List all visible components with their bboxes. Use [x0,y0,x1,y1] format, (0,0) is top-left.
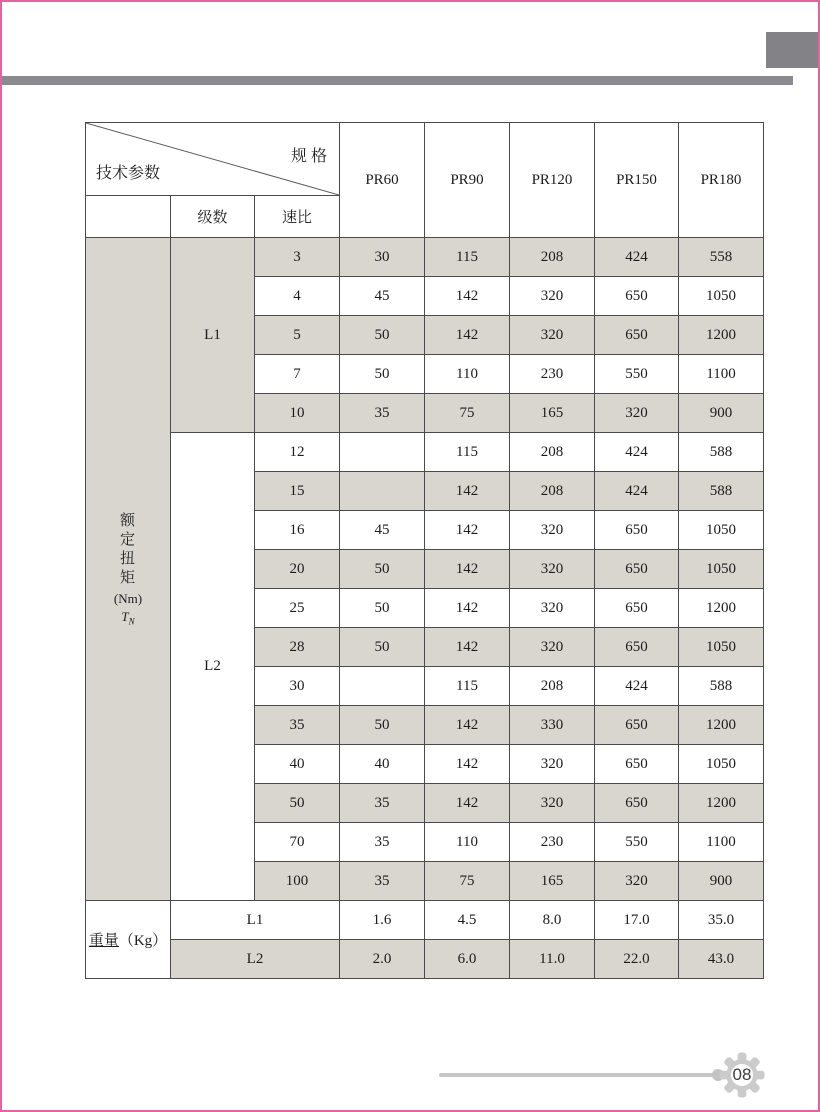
weight-stage-cell: L1 [171,901,340,940]
ratio-cell: 25 [255,589,340,628]
torque-label-text: 额定扭矩 [120,512,137,586]
torque-value-cell: 230 [510,355,595,394]
torque-value-cell: 35 [340,784,425,823]
torque-value-cell: 320 [510,589,595,628]
torque-value-cell [340,472,425,511]
weight-rows-body [86,901,764,979]
torque-value-cell: 208 [510,472,595,511]
column-header-pr180: PR180 [679,123,764,238]
torque-value-cell: 1100 [679,823,764,862]
ratio-cell: 7 [255,355,340,394]
torque-value-cell: 588 [679,433,764,472]
torque-value-cell: 142 [425,628,510,667]
torque-value-cell: 1100 [679,355,764,394]
torque-value-cell: 50 [340,628,425,667]
ratio-cell: 20 [255,550,340,589]
empty-header-cell [86,196,171,238]
torque-value-cell: 650 [595,589,679,628]
weight-stage-cell: L2 [171,940,340,979]
ratio-cell: 35 [255,706,340,745]
ratio-cell: 28 [255,628,340,667]
weight-label: 重量 [88,933,119,949]
ratio-cell: 5 [255,316,340,355]
torque-value-cell: 650 [595,316,679,355]
ratio-cell: 15 [255,472,340,511]
torque-value-cell: 320 [510,745,595,784]
torque-value-cell: 588 [679,472,764,511]
torque-value-cell: 650 [595,745,679,784]
torque-value-cell: 1050 [679,550,764,589]
torque-unit: (Nm) [113,590,143,606]
corner-cell [86,123,340,196]
torque-value-cell: 424 [595,238,679,277]
spec-table [85,122,764,979]
torque-value-cell: 50 [340,355,425,394]
torque-value-cell: 142 [425,784,510,823]
weight-row-L1 [86,901,764,940]
torque-value-cell: 110 [425,823,510,862]
header-accent-square [766,32,818,68]
torque-value-cell: 208 [510,433,595,472]
torque-value-cell: 115 [425,667,510,706]
spec-row-ratio-3 [86,238,764,277]
torque-rows-body [86,238,764,901]
torque-value-cell: 165 [510,394,595,433]
torque-value-cell: 230 [510,823,595,862]
torque-value-cell: 650 [595,511,679,550]
ratio-cell: 100 [255,862,340,901]
torque-value-cell: 75 [425,862,510,901]
weight-value-cell: 4.5 [425,901,510,940]
torque-value-cell: 1050 [679,745,764,784]
ratio-cell: 50 [255,784,340,823]
torque-value-cell: 142 [425,316,510,355]
torque-symbol: $T_N$ [121,608,135,627]
torque-value-cell: 1200 [679,706,764,745]
torque-value-cell: 142 [425,745,510,784]
weight-value-cell: 11.0 [510,940,595,979]
torque-value-cell: 1200 [679,784,764,823]
weight-value-cell: 35.0 [679,901,764,940]
torque-value-cell [340,433,425,472]
torque-value-cell: 50 [340,316,425,355]
torque-value-cell: 40 [340,745,425,784]
torque-value-cell: 900 [679,862,764,901]
torque-value-cell: 320 [510,316,595,355]
torque-value-cell: 320 [510,628,595,667]
header-row-1 [86,123,764,196]
torque-value-cell: 50 [340,706,425,745]
torque-value-cell: 320 [595,394,679,433]
stage-cell-L2: L2 [171,433,255,901]
column-header-pr120: PR120 [510,123,595,238]
torque-value-cell: 110 [425,355,510,394]
torque-value-cell: 45 [340,511,425,550]
weight-value-cell: 2.0 [340,940,425,979]
stage-header: 级数 [171,196,255,238]
torque-value-cell: 50 [340,589,425,628]
torque-value-cell: 208 [510,667,595,706]
torque-value-cell: 650 [595,706,679,745]
torque-value-cell: 650 [595,784,679,823]
page-number-badge [719,1052,765,1098]
torque-value-cell: 320 [510,784,595,823]
torque-value-cell: 900 [679,394,764,433]
ratio-cell: 3 [255,238,340,277]
weight-unit: （Kg） [118,933,168,949]
ratio-cell: 70 [255,823,340,862]
corner-param-label: 技术参数 [96,165,161,182]
weight-label-cell [86,901,171,979]
torque-value-cell: 650 [595,277,679,316]
torque-value-cell: 1050 [679,511,764,550]
torque-value-cell: 45 [340,277,425,316]
page-number: 08 [732,1065,752,1084]
weight-value-cell: 43.0 [679,940,764,979]
torque-value-cell: 424 [595,472,679,511]
torque-value-cell: 50 [340,550,425,589]
torque-value-cell: 650 [595,550,679,589]
corner-spec-label: 规 格 [291,148,328,165]
torque-value-cell: 1200 [679,316,764,355]
ratio-cell: 16 [255,511,340,550]
spec-row-ratio-12 [86,433,764,472]
torque-label-cell [86,238,171,901]
torque-value-cell: 165 [510,862,595,901]
column-header-pr150: PR150 [595,123,679,238]
footer-rule-line [439,1073,718,1077]
torque-value-cell: 142 [425,472,510,511]
ratio-cell: 40 [255,745,340,784]
column-header-pr90: PR90 [425,123,510,238]
weight-value-cell: 17.0 [595,901,679,940]
torque-value-cell: 1050 [679,628,764,667]
weight-row-L2 [86,940,764,979]
torque-value-cell: 424 [595,433,679,472]
torque-value-cell: 35 [340,394,425,433]
torque-value-cell: 208 [510,238,595,277]
torque-value-cell: 142 [425,706,510,745]
torque-value-cell: 1050 [679,277,764,316]
torque-value-cell: 142 [425,550,510,589]
torque-value-cell: 320 [510,277,595,316]
torque-value-cell [340,667,425,706]
ratio-cell: 12 [255,433,340,472]
torque-value-cell: 550 [595,823,679,862]
torque-value-cell: 142 [425,589,510,628]
ratio-header: 速比 [255,196,340,238]
torque-value-cell: 142 [425,277,510,316]
torque-value-cell: 75 [425,394,510,433]
torque-value-cell: 320 [595,862,679,901]
torque-value-cell: 320 [510,550,595,589]
weight-value-cell: 1.6 [340,901,425,940]
torque-value-cell: 558 [679,238,764,277]
stage-cell-L1: L1 [171,238,255,433]
torque-value-cell: 330 [510,706,595,745]
torque-value-cell: 424 [595,667,679,706]
torque-value-cell: 115 [425,238,510,277]
header-rule-bar [2,76,793,85]
column-header-pr60: PR60 [340,123,425,238]
torque-value-cell: 35 [340,862,425,901]
ratio-cell: 10 [255,394,340,433]
torque-value-cell: 30 [340,238,425,277]
torque-value-cell: 650 [595,628,679,667]
weight-value-cell: 22.0 [595,940,679,979]
torque-value-cell: 550 [595,355,679,394]
ratio-cell: 30 [255,667,340,706]
torque-value-cell: 1200 [679,589,764,628]
torque-value-cell: 35 [340,823,425,862]
torque-value-cell: 320 [510,511,595,550]
torque-value-cell: 142 [425,511,510,550]
ratio-cell: 4 [255,277,340,316]
weight-value-cell: 6.0 [425,940,510,979]
torque-value-cell: 588 [679,667,764,706]
weight-value-cell: 8.0 [510,901,595,940]
torque-value-cell: 115 [425,433,510,472]
